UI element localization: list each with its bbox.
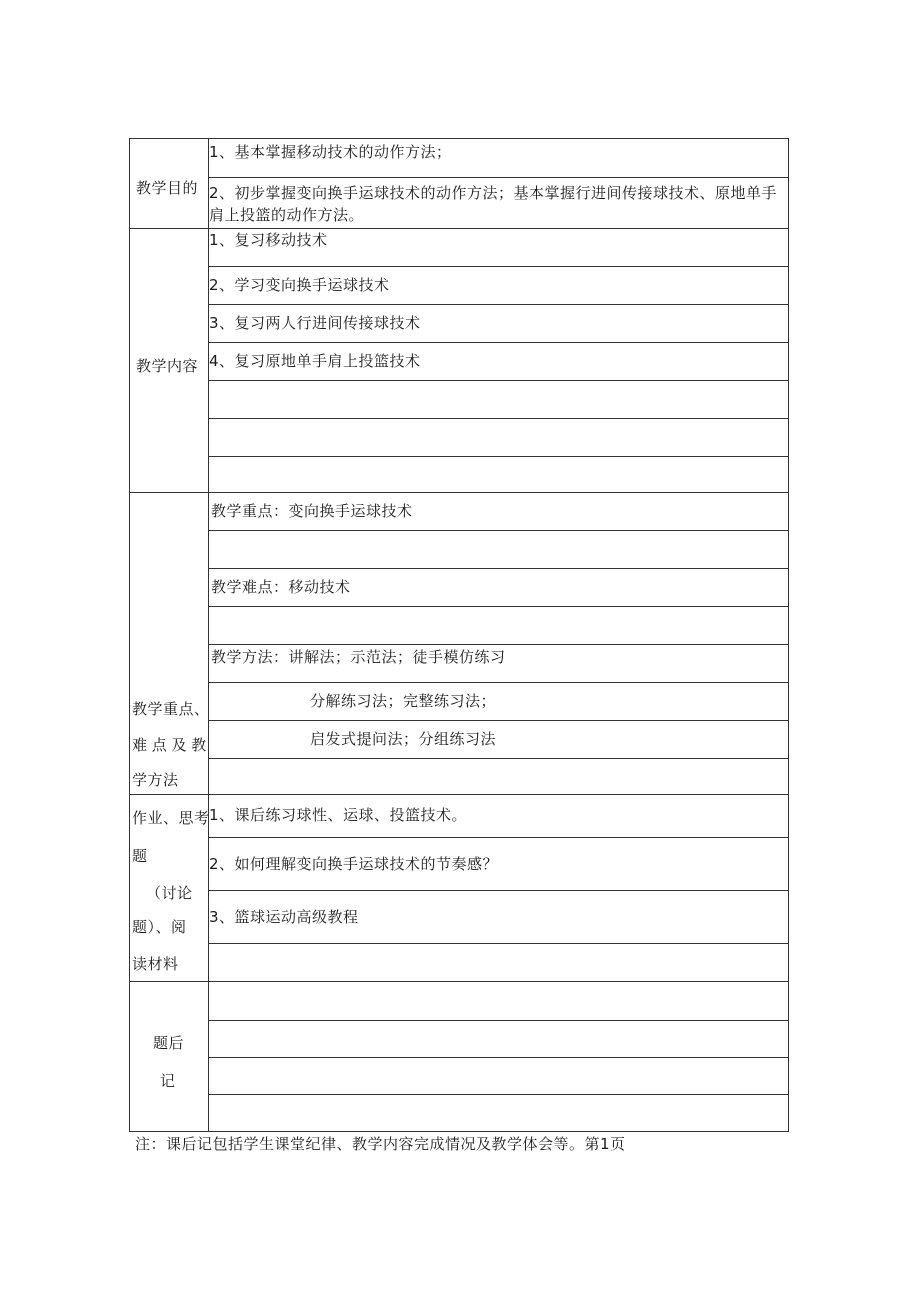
content-section	[130, 228, 788, 492]
homework-label-line-1: 作业、思考	[132, 809, 210, 827]
methods-row-6	[209, 682, 788, 720]
objectives-label: 教学目的	[136, 179, 199, 197]
postscript-label-line-2: 记	[160, 1072, 176, 1090]
difficulty-text: 教学难点：移动技术	[211, 578, 351, 596]
homework-item-3: 3、篮球运动高级教程	[209, 908, 359, 926]
content-label-cell	[130, 229, 209, 492]
method-line-3: 启发式提问法；分组练习法	[310, 730, 497, 748]
methods-row-8	[209, 758, 788, 795]
method-line-1: 教学方法：讲解法；示范法；徒手模仿练习	[211, 648, 506, 666]
homework-label-line-5: 读材料	[132, 955, 179, 973]
content-row-4	[209, 342, 788, 380]
objectives-row-1	[209, 139, 788, 177]
footer-note: 注：课后记包括学生课堂纪律、教学内容完成情况及教学体会等。第1页	[135, 1135, 626, 1153]
homework-label-line-2: 题	[132, 847, 148, 865]
content-item-2: 2、学习变向换手运球技术	[209, 276, 390, 294]
objective-item-2: 2、初步掌握变向换手运球技术的动作方法；基本掌握行进间传接球技术、原地单手肩上投篮的动作方法。	[209, 184, 778, 224]
methods-row-5	[209, 644, 788, 682]
methods-row-4	[209, 606, 788, 644]
methods-row-2	[209, 530, 788, 568]
homework-row-2	[209, 837, 788, 890]
content-items	[209, 229, 788, 492]
homework-label-line-3: （讨论	[146, 884, 193, 902]
objectives-content	[209, 139, 788, 228]
content-row-6	[209, 418, 788, 456]
homework-label-line-4: 题）、阅	[132, 918, 187, 936]
objectives-section	[130, 139, 788, 228]
methods-row-3	[209, 568, 788, 606]
content-item-1: 1、复习移动技术	[209, 231, 328, 249]
objective-item-1: 1、基本掌握移动技术的动作方法；	[209, 143, 452, 161]
homework-item-1: 1、课后练习球性、运球、投篮技术。	[209, 806, 468, 824]
methods-label-line-3: 学方法	[132, 771, 179, 789]
methods-content	[209, 493, 788, 794]
postscript-label-line-1: 题后	[153, 1034, 185, 1052]
postscript-row-2	[209, 1020, 788, 1057]
method-line-2: 分解练习法；完整练习法；	[310, 692, 497, 710]
content-row-1	[209, 229, 788, 266]
postscript-label-cell	[130, 982, 209, 1131]
methods-section	[130, 492, 788, 794]
content-label: 教学内容	[136, 357, 199, 375]
methods-label-line-1: 教学重点、	[132, 700, 210, 718]
content-item-4: 4、复习原地单手肩上投篮技术	[209, 352, 421, 370]
homework-row-4	[209, 943, 788, 982]
methods-row-7	[209, 720, 788, 758]
content-item-3: 3、复习两人行进间传接球技术	[209, 314, 421, 332]
postscript-section	[130, 981, 788, 1131]
homework-content	[209, 795, 788, 981]
homework-section	[130, 794, 788, 981]
methods-label-line-2: 难 点 及 教	[132, 736, 207, 754]
postscript-row-3	[209, 1057, 788, 1094]
homework-label-cell	[130, 795, 209, 981]
homework-row-3	[209, 890, 788, 943]
methods-row-1	[209, 493, 788, 530]
postscript-row-4	[209, 1094, 788, 1132]
content-row-2	[209, 266, 788, 304]
content-row-5	[209, 380, 788, 418]
content-row-3	[209, 304, 788, 342]
homework-row-1	[209, 795, 788, 837]
postscript-row-1	[209, 982, 788, 1020]
objectives-label-cell	[130, 139, 209, 228]
lesson-plan-table	[129, 138, 789, 1132]
homework-item-2: 2、如何理解变向换手运球技术的节奏感？	[209, 855, 499, 873]
postscript-content	[209, 982, 788, 1131]
objectives-row-2	[209, 177, 788, 228]
content-row-7	[209, 456, 788, 493]
key-point-text: 教学重点：变向换手运球技术	[211, 502, 413, 520]
methods-label-cell	[130, 493, 209, 794]
